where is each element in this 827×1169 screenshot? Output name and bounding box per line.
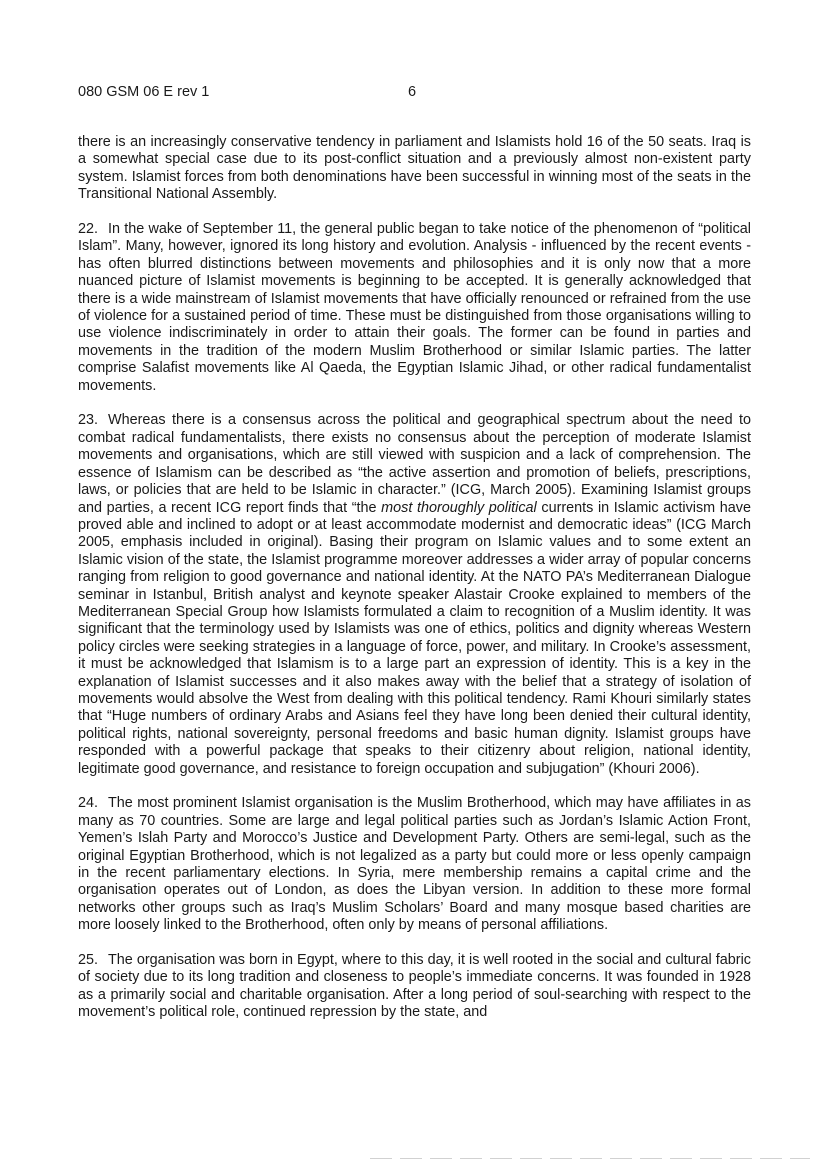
paragraph-number: 23. (78, 412, 99, 429)
paragraph-number: 22. (78, 221, 99, 238)
body-text (78, 134, 751, 1039)
paragraph (78, 952, 751, 1022)
paragraph (78, 221, 751, 395)
paragraph-text: currents in Islamic activism have proved able and inclined to adopt or at least accommodate modernist and democratic ideas” (ICG March 2005, emphasis included in original). Basing their program on Islamic values and to some extent an Islamic vision of the state, the Islamist programme moreover addresses a wider array of popular concerns ranging from religion to good governance and national identity. At the NATO PA’s Mediterranean Dialogue seminar in Istanbul, British analyst and keynote speaker Alastair Crooke explained to members of the Mediterranean Special Group how Islamists formulated a claim to recognition of a Muslim identity. It was significant that the terminology used by Islamists was one of ethics, politics and dignity whereas Western policy circles were seeking strategies in a language of force, power, and military. In Crooke’s assessment, it must be acknowledged that Islamism is to a large part an expression of identity. This is a key in the explanation of Islamist successes and it also makes away with the belief that a strategy of isolation of movements would absolve the West from dealing with this political tendency. Rami Khouri similarly states that “Huge numbers of ordinary Arabs and Asians feel they have long been denied their cultural identity, political rights, national sovereignty, personal freedoms and basic human dignity. Islamist groups have responded with a powerful package that speaks to their citizenry about religion, national identity, legitimate good governance, and resistance to foreign occupation and subjugation” (Khouri 2006). (78, 499, 751, 777)
paragraph-text: The organisation was born in Egypt, where to this day, it is well rooted in the social and cultural fabric of society due to its long tradition and closeness to people’s immediate concerns. It was founded in 1928 as a primarily social and charitable organisation. After a long period of soul-searching with respect to the movement’s political role, continued repression by the state, and (78, 952, 751, 1021)
scan-artifact-line (370, 1158, 810, 1159)
page-header (78, 84, 758, 104)
document-code: 080 GSM 06 E rev 1 (78, 84, 210, 100)
page-number: 6 (408, 84, 417, 100)
paragraph-number: 24. (78, 795, 99, 812)
paragraph-text: there is an increasingly conservative tendency in parliament and Islamists hold 16 of the 50 seats. Iraq is a somewhat special case due to its post-conflict situation and a previously almost non-existent party system. Islamist forces from both denominations have been successful in winning most of the seats in the Transitional National Assembly. (78, 134, 751, 203)
paragraph (78, 795, 751, 934)
paragraph (78, 412, 751, 778)
paragraph-text: Whereas there is a consensus across the political and geographical spectrum about the need to combat radical fundamentalists, there exists no consensus about the perception of moderate Islamist movements and organisations, which are still viewed with suspicion and a lack of comprehension. The essence of Islamism can be described as “the active assertion and promotion of beliefs, prescriptions, laws, or policies that are held to be Islamic in character.” (ICG, March 2005). Examining Islamist groups and parties, a recent ICG report finds that “the (78, 412, 751, 516)
paragraph-text: In the wake of September 11, the general public began to take notice of the phenomenon of “political Islam”. Many, however, ignored its long history and evolution. Analysis - influenced by the recent events - has often blurred distinctions between movements and philosophies and it is only now that a more nuanced picture of Islamist movements is beginning to be accepted. It is generally acknowledged that there is a wide mainstream of Islamist movements that have officially renounced or refrained from the use of violence for a sustained period of time. These must be distinguished from those organisations willing to use violence indiscriminately in order to attain their goals. The former can be found in parties and movements in the tradition of the modern Muslim Brotherhood or similar Islamic parties. The latter comprise Salafist movements like Al Qaeda, the Egyptian Islamic Jihad, or other radical fundamentalist movements. (78, 221, 751, 394)
italic-emphasis: most thoroughly political (381, 499, 537, 516)
paragraph-text: The most prominent Islamist organisation is the Muslim Brotherhood, which may have affiliates in as many as 70 countries. Some are large and legal political parties such as Jordan’s Islamic Action Front, Yemen’s Islah Party and Morocco’s Justice and Development Party. Others are semi-legal, such as the original Egyptian Brotherhood, which is not legalized as a party but could more or less openly campaign in the recent parliamentary elections. In Syria, mere membership remains a capital crime and the organisation operates out of London, as does the Libyan version. In addition to these more formal networks other groups such as Iraq’s Muslim Scholars’ Board and many mosque based charities are more loosely linked to the Brotherhood, often only by means of personal affiliations. (78, 795, 751, 934)
paragraph (78, 134, 751, 204)
paragraph-number: 25. (78, 952, 99, 969)
